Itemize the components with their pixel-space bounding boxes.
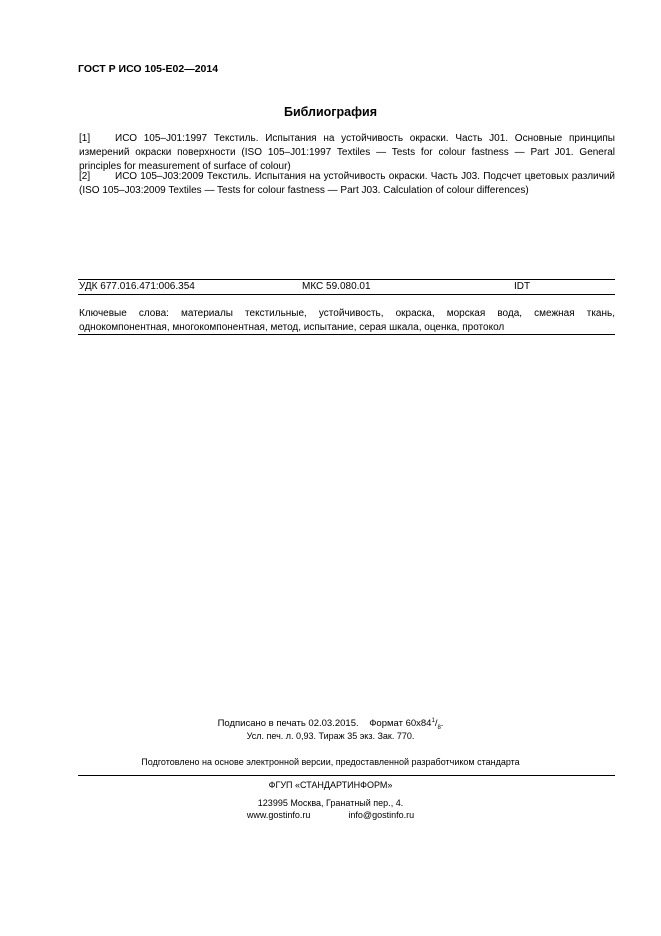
contact-line	[0, 810, 661, 820]
prepared-note: Подготовлено на основе электронной версии, предоставленной разработчиком стандарта	[141, 757, 520, 767]
udk-code: УДК 677.016.471:006.354	[79, 281, 195, 292]
print-signed-line	[0, 718, 661, 729]
email-link[interactable]: info@gostinfo.ru	[348, 810, 415, 820]
keywords: Ключевые слова: материалы текстильные, устойчивость, окраска, морская вода, смежная ткань, однокомпонентная, многокомпонентная, метод, испытание, серая шкала, оценка, протокол	[79, 308, 615, 333]
publisher-address: 123995 Москва, Гранатный пер., 4.	[257, 798, 404, 808]
entry-number: [1]	[79, 133, 91, 144]
website-link[interactable]: www.gostinfo.ru	[246, 810, 311, 820]
print-info: Усл. печ. л. 0,93. Тираж 35 экз. Зак. 770.	[246, 731, 415, 741]
divider-middle	[78, 294, 615, 295]
standard-code: ГОСТ Р ИСО 105-E02—2014	[78, 63, 219, 75]
publisher-name: ФГУП «СТАНДАРТИНФОРМ»	[268, 780, 393, 790]
bibliography-entry	[79, 132, 615, 174]
signed-date: Подписано в печать 02.03.2015.	[217, 718, 359, 729]
paper-format: Формат $60x84^1/_8$.	[369, 717, 444, 731]
bibliography-entry	[79, 170, 615, 198]
mks-code: МКС 59.080.01	[302, 281, 371, 292]
divider-top	[78, 279, 615, 280]
divider-publisher	[78, 775, 615, 776]
idt-mark: IDT	[514, 281, 531, 292]
divider-keywords	[78, 334, 615, 335]
entry-number: [2]	[79, 171, 91, 182]
entry-text: ИСО 105–J01:1997 Текстиль. Испытания на устойчивость окраски. Часть J01. Основные принципы измерений окраски поверхности (ISO 105–J01:1997 Textiles — Tests for colour fastness — Part J01. General principles for measurement of surface of colour)	[79, 133, 615, 172]
bibliography-title: Библиография	[283, 105, 378, 119]
entry-text: ИСО 105–J03:2009 Текстиль. Испытания на устойчивость окраски. Часть J03. Подсчет цветовых различий (ISO 105–J03:2009 Textiles — Tests for colour fastness — Part J03. Calculation of colour differences)	[79, 171, 615, 196]
